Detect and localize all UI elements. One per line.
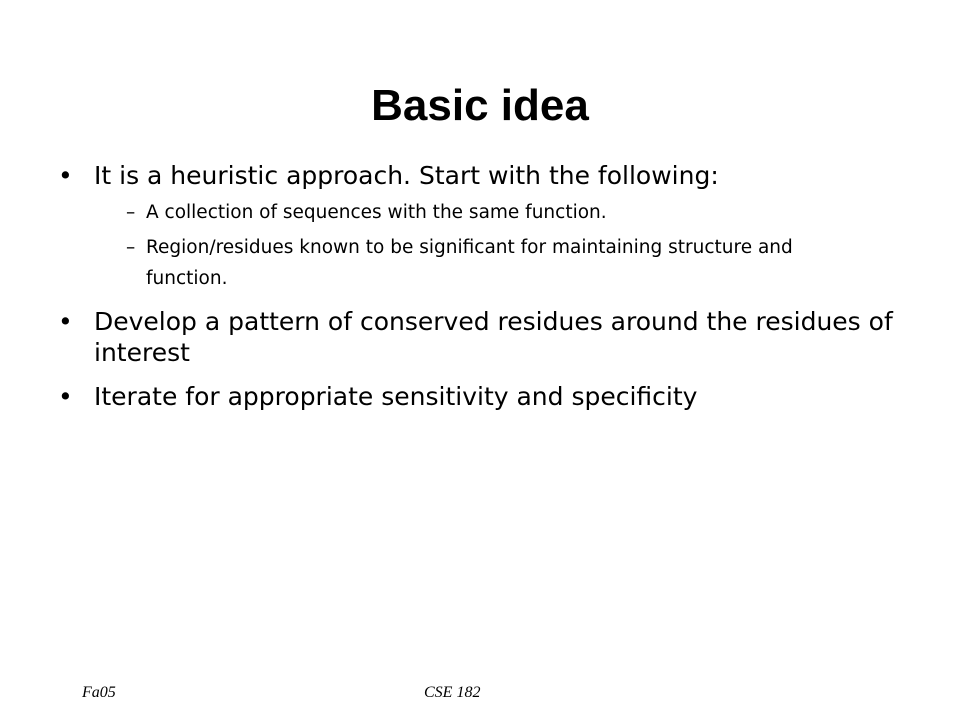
- bullet-item: [58, 306, 918, 368]
- sub-bullet-item: [126, 232, 846, 294]
- sub-bullet-text: Region/residues known to be significant for maintaining structure and function.: [146, 237, 793, 289]
- bullet-marker: •: [58, 161, 73, 190]
- bullet-item: [58, 381, 918, 412]
- bullet-text: Develop a pattern of conserved residues around the residues of interest: [94, 307, 893, 367]
- sub-bullet-item: [126, 197, 846, 228]
- sub-bullet-marker: –: [126, 237, 136, 258]
- bullet-text: Iterate for appropriate sensitivity and specificity: [94, 382, 698, 411]
- bullet-item: [58, 160, 918, 191]
- bullet-text: It is a heuristic approach. Start with the following:: [94, 161, 719, 190]
- sub-bullet-marker: –: [126, 202, 136, 223]
- bullet-marker: •: [58, 307, 73, 336]
- footer-term: Fa05: [82, 684, 116, 701]
- footer-course: CSE 182: [424, 684, 481, 701]
- sub-bullet-text: A collection of sequences with the same function.: [146, 202, 607, 223]
- bullet-marker: •: [58, 382, 73, 411]
- slide-title: Basic idea: [371, 81, 589, 130]
